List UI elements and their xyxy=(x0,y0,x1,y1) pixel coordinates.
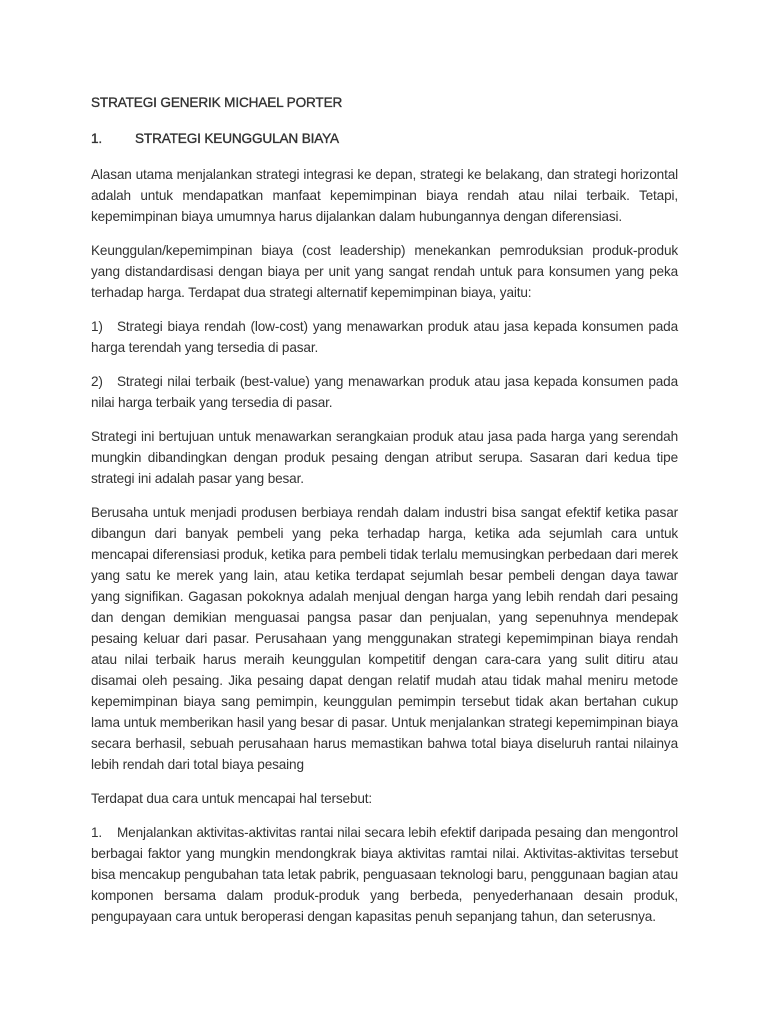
list-item-number: 1) xyxy=(91,319,103,334)
list-item-number: 1. xyxy=(91,825,103,840)
list-item-text: Menjalankan aktivitas-aktivitas rantai nilai secara lebih efektif daripada pesaing dan mengontrol berbagai faktor yang mungkin mendongkrak biaya aktivitas ramtai nilai. Aktivitas-aktivitas tersebut bisa mencakup pengubahan tata letak pabrik, penguasaan teknologi baru, penggunaan bagian atau komponen bersama dalam produk-produk yang berbeda, penyederhanaan desain produk, pengupayaan cara untuk beroperasi dengan kapasitas penuh sepanjang tahun, dan seterusnya. xyxy=(91,825,678,924)
document-title: STRATEGI GENERIK MICHAEL PORTER xyxy=(91,95,343,110)
list-item-text: Strategi biaya rendah (low-cost) yang menawarkan produk atau jasa kepada konsumen pada harga terendah yang tersedia di pasar. xyxy=(91,319,678,355)
paragraph: Terdapat dua cara untuk mencapai hal tersebut: xyxy=(91,791,373,806)
list-item xyxy=(91,316,678,358)
list-item-number: 2) xyxy=(91,374,103,389)
paragraph: Berusaha untuk menjadi produsen berbiaya rendah dalam industri bisa sangat efektif ketika pasar dibangun dari banyak pembeli yang peka terhadap harga, ketika ada sejumlah cara untuk mencapai diferensiasi produk, ketika para pembeli tidak terlalu memusingkan perbedaan dari merek yang satu ke merek yang lain, atau ketika terdapat sejumlah besar pembeli dengan daya tawar yang signifikan. Gagasan pokoknya adalah menjual dengan harga yang lebih rendah dari pesaing dan dengan demikian menguasai pangsa pasar dan penjualan, yang sepenuhnya mendepak pesaing keluar dari pasar. Perusahaan yang menggunakan strategi kepemimpinan biaya rendah atau nilai terbaik harus meraih keunggulan kompetitif dengan cara-cara yang sulit ditiru atau disamai oleh pesaing. Jika pesaing dapat dengan relatif mudah atau tidak mahal meniru metode kepemimpinan biaya sang pemimpin, keunggulan pemimpin tersebut tidak akan bertahan cukup lama untuk memberikan hasil yang besar di pasar. Untuk menjalankan strategi kepemimpinan biaya secara berhasil, sebuah perusahaan harus memastikan bahwa total biaya diseluruh rantai nilainya lebih rendah dari total biaya pesaing xyxy=(91,505,678,772)
section-number: 1. xyxy=(91,131,103,146)
paragraph: Strategi ini bertujuan untuk menawarkan serangkaian produk atau jasa pada harga yang serendah mungkin dibandingkan dengan produk pesaing dengan atribut serupa. Sasaran dari kedua tipe strategi ini adalah pasar yang besar. xyxy=(91,429,678,486)
list-item xyxy=(91,822,678,927)
document-page xyxy=(91,92,678,940)
list-item xyxy=(91,371,678,413)
section-title: STRATEGI KEUNGGULAN BIAYA xyxy=(135,131,339,146)
paragraph: Alasan utama menjalankan strategi integrasi ke depan, strategi ke belakang, dan strategi horizontal adalah untuk mendapatkan manfaat kepemimpinan biaya rendah atau nilai terbaik. Tetapi, kepemimpinan biaya umumnya harus dijalankan dalam hubungannya dengan diferensiasi. xyxy=(91,167,678,224)
list-item-text: Strategi nilai terbaik (best-value) yang menawarkan produk atau jasa kepada konsumen pada nilai harga terbaik yang tersedia di pasar. xyxy=(91,374,678,410)
section-heading xyxy=(91,128,678,149)
paragraph: Keunggulan/kepemimpinan biaya (cost leadership) menekankan pemroduksian produk-produk yang distandardisasi dengan biaya per unit yang sangat rendah untuk para konsumen yang peka terhadap harga. Terdapat dua strategi alternatif kepemimpinan biaya, yaitu: xyxy=(91,243,678,300)
